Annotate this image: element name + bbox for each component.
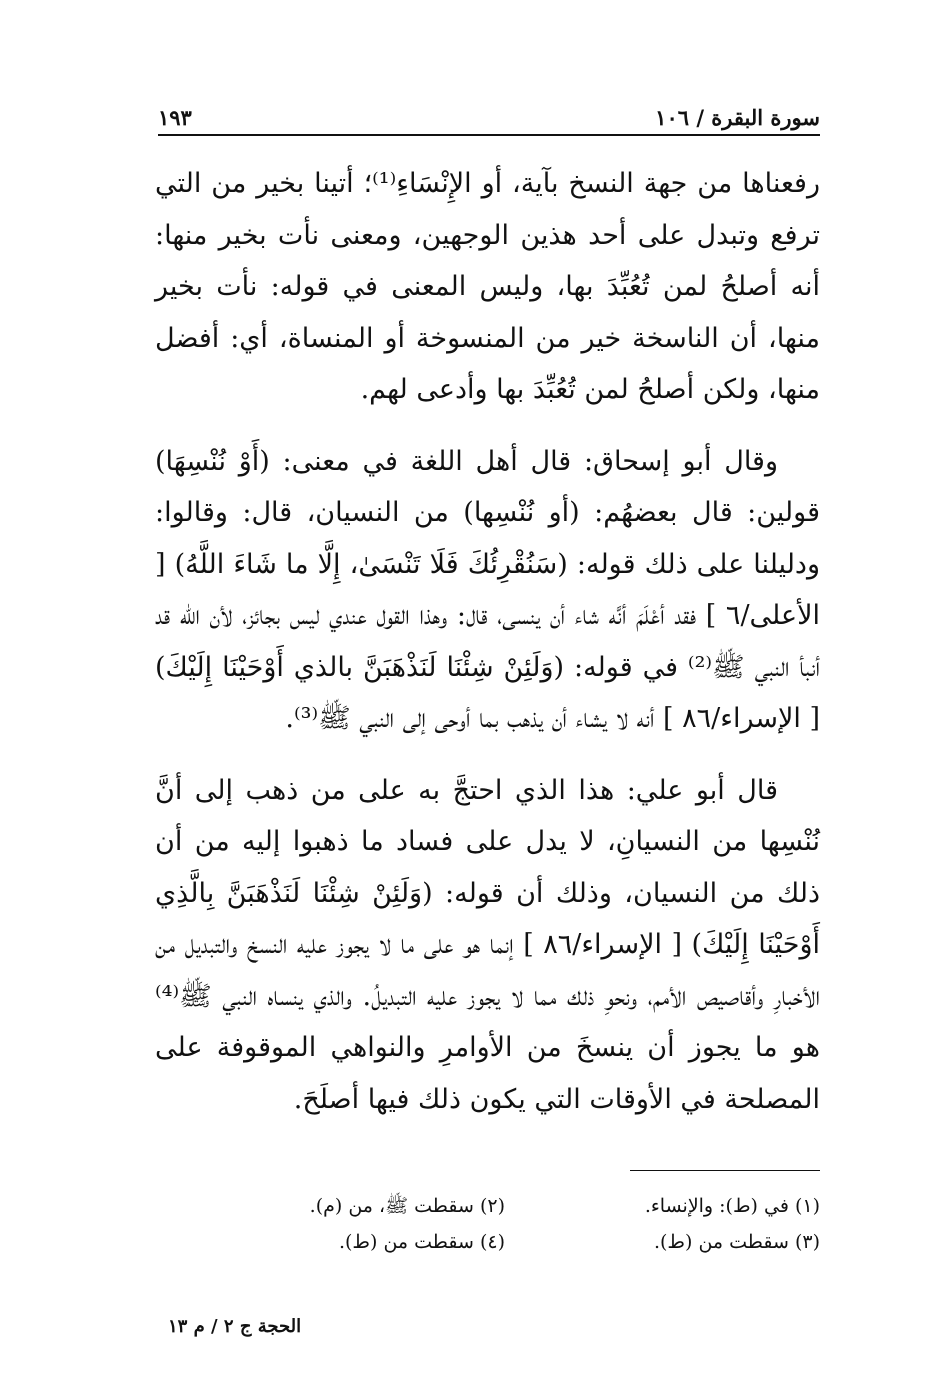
footnote-4: (٤) سقطت من (ط). (338, 1231, 505, 1253)
footnote-rule (630, 1170, 820, 1171)
main-text (155, 158, 820, 1125)
footnotes (230, 1188, 820, 1260)
print-signature: الحجة ج ٢ / م ١٣ (168, 1316, 302, 1337)
running-header (158, 90, 820, 130)
footnote-2: (٢) سقطت ﷺ، من (م). (309, 1195, 505, 1217)
page-number: ١٩٣ (158, 105, 192, 130)
paragraph-1: رفعناها من جهة النسخ بآية، أو الإِنْسَاءِ⁽¹⁾؛ أتينا بخير من التي ترفع وتبدل على أحد هذين الوجهين، ومعنى نأت بخير منها: أنه أصلحُ لمن تُعُبِّدَ بها، وليس المعنى في قوله: نأت بخير منها، أن الناسخة خير من المنسوخة أو المنساة، أي: أفضل منها، ولكن أصلحُ لمن تُعُبِّدَ بها وأدعى لهم. (155, 168, 820, 405)
section-title: سورة البقرة / ١٠٦ (655, 105, 820, 130)
paragraph-3: قال أبو علي: هذا الذي احتجَّ به على من ذهب إلى أنَّ نُنْسِها من النسيانِ، لا يدل على فساد ما ذهبوا إليه من أن ذلك من النسيان، وذلك أن قوله: (وَلَئِنْ شِئْنَا لَنَذْهَبَنَّ بِالَّذِي أَوْحَيْنَا إِلَيْكَ) [ الإسراء/٨٦ ] إنما هو على ما لا يجوز عليه النسخ والتبديل من الأخبارِ وأقاصيص الأمم، ونحوِ ذلك مما لا يجوز عليه التبديلُ. والذي ينساه النبي ﷺ⁽⁴⁾ هو ما يجوز أن ينسخَ من الأوامرِ والنواهي الموقوفة على المصلحة في الأوقات التي يكون ذلك فيها أصلَحَ. (155, 774, 820, 1115)
header-rule (158, 134, 820, 136)
paragraph-2: وقال أبو إسحاق: قال أهل اللغة في معنى: (أَوْ نُنْسِهَا) قولين: قال بعضهُم: (أو نُنْسِها) من النسيان، قال: وقالوا: ودليلنا على ذلك قوله: (سَنُقْرِئُكَ فَلَا تَنْسَىٰ، إِلَّا ما شَاءَ اللَّهُ) [ الأعلى/٦ ] فقد أعْلَمَ أنَّه شاء أن ينسى، قال: وهذا القول عندي ليس بجائز، لأن الله قد أنبأ النبي ﷺ⁽²⁾ في قوله: (وَلَئِنْ شِئْنَا لَنَذْهَبَنَّ بالذي أَوْحَيْنَا إِلَيْكَ) [ الإسراء/٨٦ ] أنه لا يشاء أن يذهب بما أوحى إلى النبي ﷺ⁽³⁾. (155, 445, 820, 734)
footnote-1: (١) في (ط): والإنساء. (644, 1195, 820, 1217)
footnote-3: (٣) سقطت من (ط). (653, 1231, 820, 1253)
